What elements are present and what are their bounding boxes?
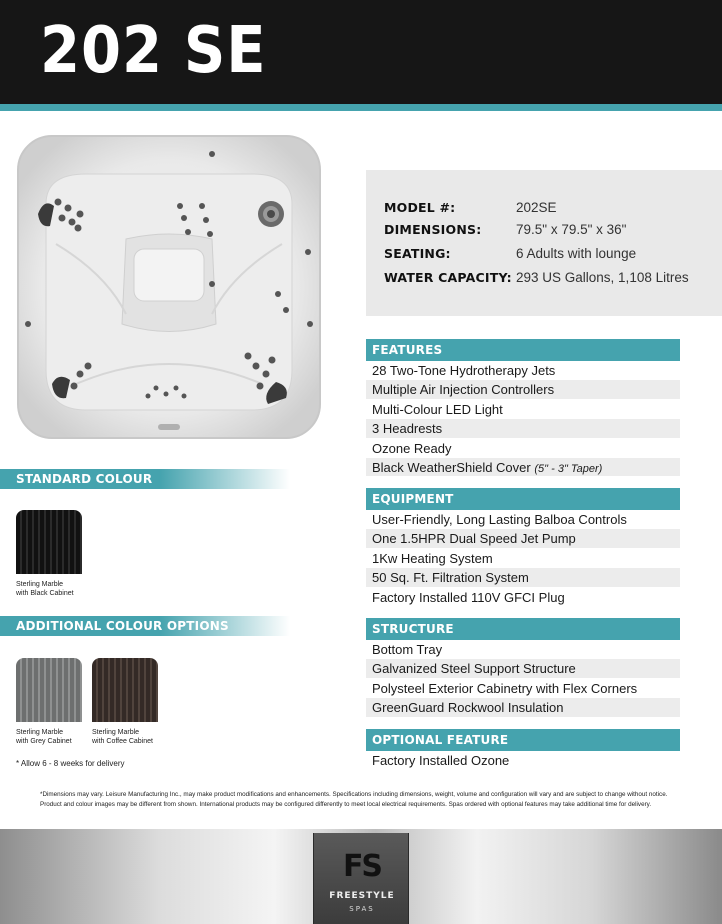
list-item: Galvanized Steel Support Structure <box>366 659 680 678</box>
logo-line-2: SPAS <box>349 905 375 913</box>
spec-value: 202SE <box>516 199 557 215</box>
list-item: Polysteel Exterior Cabinetry with Flex Corners <box>366 679 680 698</box>
freestyle-spas-logo <box>313 833 409 924</box>
additional-colour-heading: ADDITIONAL COLOUR OPTIONS <box>0 616 290 636</box>
swatch-black-cabinet <box>16 510 82 574</box>
list-item: User-Friendly, Long Lasting Balboa Controls <box>366 510 680 529</box>
disclaimer-text: *Dimensions may vary. Leisure Manufacturing Inc., may make product modifications and enhancements. Specifications including dimensions, weight, volume and configuration will vary and are subject to change without notice. Product and colour images may be different from shown. International products may be configured differently to meet local electrical requirements. Spas ordered with optional features may take additional time for delivery. <box>40 791 668 808</box>
swatch-label-line: Sterling Marble <box>16 581 64 588</box>
delivery-note: * Allow 6 - 8 weeks for delivery <box>16 759 125 768</box>
spa-top-view-image <box>16 134 322 440</box>
equipment-list <box>366 510 680 607</box>
optional-feature-heading: OPTIONAL FEATURE <box>366 729 680 751</box>
cover-taper-note: (5" - 3" Taper) <box>534 462 603 475</box>
swatch-label-line: with Black Cabinet <box>16 590 74 597</box>
spec-row-dimensions <box>384 219 626 239</box>
structure-heading: STRUCTURE <box>366 618 680 640</box>
spec-label: SEATING: <box>384 245 451 261</box>
features-heading: FEATURES <box>366 339 680 361</box>
swatch-label <box>16 728 72 746</box>
spec-value: 79.5" x 79.5" x 36" <box>516 221 627 237</box>
spec-row-seating <box>384 243 636 263</box>
page-title: 202 SE <box>40 14 267 88</box>
spec-label: DIMENSIONS: <box>384 221 482 237</box>
list-item: GreenGuard Rockwool Insulation <box>366 698 680 717</box>
header-accent-line <box>0 104 722 111</box>
swatch-label-line: Sterling Marble <box>92 729 140 736</box>
swatch-coffee-cabinet <box>92 658 158 722</box>
list-item-text: Black WeatherShield Cover <box>372 459 531 475</box>
spec-value: 6 Adults with lounge <box>516 245 637 261</box>
list-item: One 1.5HPR Dual Speed Jet Pump <box>366 529 680 548</box>
features-list <box>366 361 680 477</box>
list-item: Multi-Colour LED Light <box>366 400 680 419</box>
spec-row-water-capacity <box>384 267 689 287</box>
swatch-label <box>92 728 153 746</box>
page-header <box>0 0 722 104</box>
spec-panel <box>366 170 722 316</box>
spec-row-model <box>384 197 557 217</box>
list-item <box>366 458 680 477</box>
spec-label: WATER CAPACITY: <box>384 269 512 285</box>
list-item: Factory Installed Ozone <box>366 751 680 770</box>
list-item: Factory Installed 110V GFCI Plug <box>366 588 680 607</box>
swatch-grey-cabinet <box>16 658 82 722</box>
swatch-label-line: Sterling Marble <box>16 729 64 736</box>
spec-value: 293 US Gallons, 1,108 Litres <box>516 269 689 285</box>
swatch-label-line: with Grey Cabinet <box>16 738 72 745</box>
list-item: 50 Sq. Ft. Filtration System <box>366 568 680 587</box>
spec-label: MODEL #: <box>384 199 456 215</box>
list-item: 3 Headrests <box>366 419 680 438</box>
logo-mark: FS <box>342 849 382 884</box>
swatch-label-line: with Coffee Cabinet <box>92 738 153 745</box>
list-item: 1Kw Heating System <box>366 549 680 568</box>
swatch-label <box>16 580 74 598</box>
structure-list <box>366 640 680 718</box>
equipment-heading: EQUIPMENT <box>366 488 680 510</box>
list-item: Ozone Ready <box>366 439 680 458</box>
optional-feature-list <box>366 751 680 770</box>
standard-colour-heading: STANDARD COLOUR <box>0 469 290 489</box>
logo-line-1: FREESTYLE <box>329 891 395 901</box>
list-item: Bottom Tray <box>366 640 680 659</box>
list-item: 28 Two-Tone Hydrotherapy Jets <box>366 361 680 380</box>
list-item: Multiple Air Injection Controllers <box>366 380 680 399</box>
